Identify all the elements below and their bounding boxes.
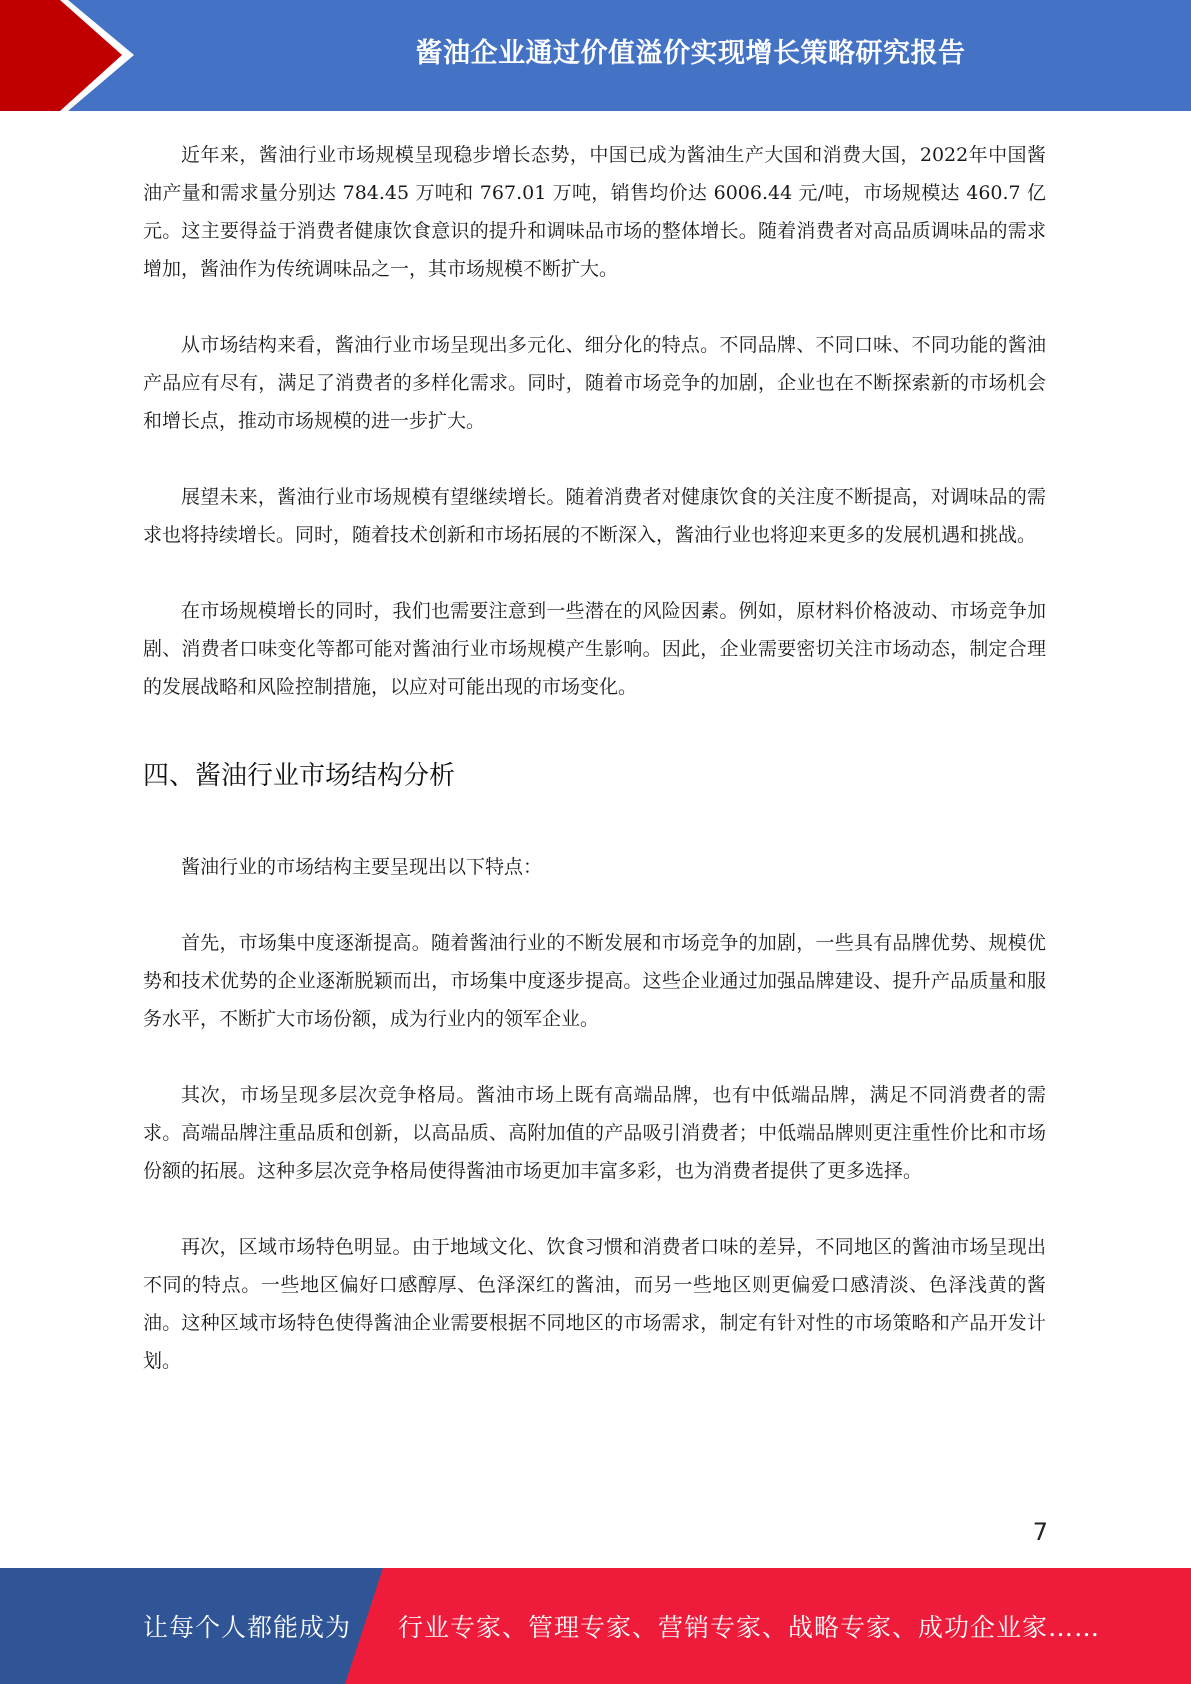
paragraph-multi-tier-competition: 其次，市场呈现多层次竞争格局。酱油市场上既有高端品牌，也有中低端品牌，满足不同消费者的需求。高端品牌注重品质和创新，以高品质、高附加值的产品吸引消费者；中低端品牌则更注重性价比和市场份额的拓展。这种多层次竞争格局使得酱油市场更加丰富多彩，也为消费者提供了更多选择。 <box>143 1084 1046 1182</box>
page-number: 7 <box>1032 1518 1048 1546</box>
paragraph-market-size: 近年来，酱油行业市场规模呈现稳步增长态势，中国已成为酱油生产大国和消费大国，2022年中国酱油产量和需求量分别达 784.45 万吨和 767.01 万吨，销售均价达 6006.44 元/吨，市场规模达 460.7 亿元。这主要得益于消费者健康饮食意识的提升和调味品市场的整体增长。随着消费者对高品质调味品的需求增加，酱油作为传统调味品之一，其市场规模不断扩大。 <box>143 144 1046 280</box>
red-chevron-decoration <box>0 0 160 111</box>
paragraph-concentration: 首先，市场集中度逐渐提高。随着酱油行业的不断发展和市场竞争的加剧，一些具有品牌优势、规模优势和技术优势的企业逐渐脱颖而出，市场集中度逐步提高。这些企业通过加强品牌建设、提升产品质量和服务水平，不断扩大市场份额，成为行业内的领军企业。 <box>143 932 1046 1030</box>
page-header <box>0 0 1191 111</box>
footer-slogan-right: 行业专家、管理专家、营销专家、战略专家、成功企业家…… <box>398 1613 1101 1642</box>
paragraph-structure-intro: 酱油行业的市场结构主要呈现出以下特点： <box>181 856 543 878</box>
section-heading: 四、酱油行业市场结构分析 <box>143 761 456 791</box>
page-footer <box>0 1568 1191 1684</box>
paragraph-regional-features: 再次，区域市场特色明显。由于地域文化、饮食习惯和消费者口味的差异，不同地区的酱油市场呈现出不同的特点。一些地区偏好口感醇厚、色泽深红的酱油，而另一些地区则更偏爱口感清淡、色泽浅黄的酱油。这种区域市场特色使得酱油企业需要根据不同地区的市场需求，制定有针对性的市场策略和产品开发计划。 <box>143 1236 1046 1372</box>
paragraph-risk-factors: 在市场规模增长的同时，我们也需要注意到一些潜在的风险因素。例如，原材料价格波动、市场竞争加剧、消费者口味变化等都可能对酱油行业市场规模产生影响。因此，企业需要密切关注市场动态，制定合理的发展战略和风险控制措施，以应对可能出现的市场变化。 <box>143 600 1046 698</box>
footer-slogan-left: 让每个人都能成为 <box>143 1613 352 1642</box>
paragraph-market-structure: 从市场结构来看，酱油行业市场呈现出多元化、细分化的特点。不同品牌、不同口味、不同功能的酱油产品应有尽有，满足了消费者的多样化需求。同时，随着市场竞争的加剧，企业也在不断探索新的市场机会和增长点，推动市场规模的进一步扩大。 <box>143 334 1046 432</box>
paragraph-outlook: 展望未来，酱油行业市场规模有望继续增长。随着消费者对健康饮食的关注度不断提高，对调味品的需求也将持续增长。同时，随着技术创新和市场拓展的不断深入，酱油行业也将迎来更多的发展机遇和挑战。 <box>143 486 1046 546</box>
document-body <box>143 136 1046 1418</box>
report-title: 酱油企业通过价值溢价实现增长策略研究报告 <box>415 38 966 69</box>
